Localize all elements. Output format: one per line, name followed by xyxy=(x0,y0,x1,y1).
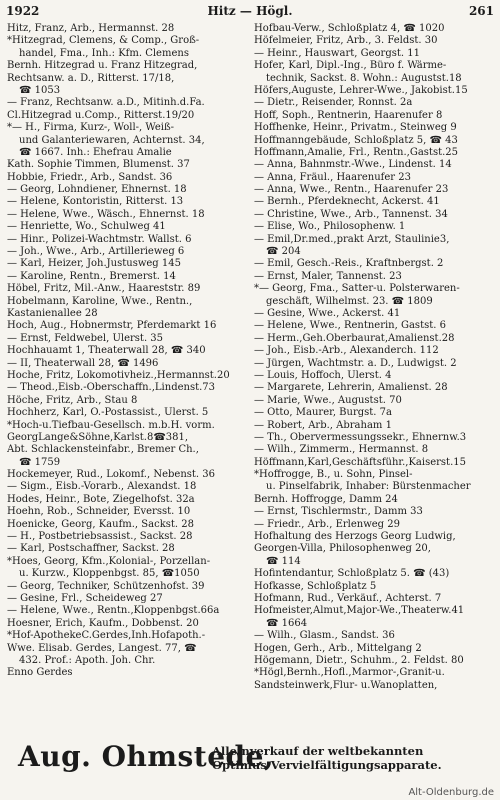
directory-entry-line: Hochhauamt 1, Theaterwall 28, ☎ 340 xyxy=(7,345,206,357)
directory-entry-line: — Heinr., Hauswart, Georgst. 11 xyxy=(254,47,420,59)
directory-entry-line: und Galanteriewaren, Achternst. 34, xyxy=(19,134,205,146)
directory-entry-line: Hoffmann,Amalie, Frl., Rentn.,Gastst.25 xyxy=(254,146,458,158)
advertisement xyxy=(0,736,500,786)
directory-entry-line: Hogen, Gerh., Arb., Mittelgang 2 xyxy=(254,642,422,654)
directory-entry-line: Georgen-Villa, Philosophenweg 20, xyxy=(254,543,431,555)
directory-entry-line: — Herm.,Geh.Oberbaurat,Amalienst.28 xyxy=(254,332,455,344)
directory-entry-line: — Henriette, Wo., Schulweg 41 xyxy=(7,221,166,233)
directory-entry-line: Wwe. Elisab. Gerdes, Langest. 77, ☎ xyxy=(7,642,197,654)
directory-entry-line: — Georg, Lohndiener, Ehnernst. 18 xyxy=(7,184,187,196)
directory-entry-line: ☎ 1664 xyxy=(266,617,308,629)
directory-entry-line: — Emil, Gesch.-Reis., Kraftnbergst. 2 xyxy=(254,258,444,270)
directory-entry-line: — Bernh., Pferdeknecht, Ackerst. 41 xyxy=(254,196,440,208)
directory-entry-line: geschäft, Wilhelmst. 23. ☎ 1809 xyxy=(266,295,433,307)
page-number: 261 xyxy=(468,4,494,18)
directory-entry-line: — H., Postbetriebsassist., Sackst. 28 xyxy=(7,531,193,543)
directory-entry-line: Hofintendantur, Schloßplatz 5. ☎ (43) xyxy=(254,568,450,580)
directory-entry-line: — Anna, Fräul., Haarenufer 23 xyxy=(254,171,411,183)
directory-entry-line: — Dietr., Reisender, Ronnst. 2a xyxy=(254,97,413,109)
directory-entry-line: 432. Prof.: Apoth. Joh. Chr. xyxy=(19,654,156,666)
directory-entry-line: — Otto, Maurer, Burgst. 7a xyxy=(254,407,392,419)
directory-entry-line: — Sigm., Eisb.-Vorarb., Alexandst. 18 xyxy=(7,481,197,493)
directory-entry-line: Hobbie, Friedr., Arb., Sandst. 36 xyxy=(7,171,173,183)
directory-entry-line: ☎ 1667. Inh.: Ehefrau Amalie xyxy=(19,146,172,158)
directory-entry-line: — Gesine, Frl., Scheideweg 27 xyxy=(7,592,163,604)
directory-entry-line: Hofer, Karl, Dipl.-Ing., Büro f. Wärme- xyxy=(254,60,447,72)
directory-entry-line: — Friedr., Arb., Erlenweg 29 xyxy=(254,518,400,530)
directory-entry-line: Hoffmanngebäude, Schloßplatz 5, ☎ 43 xyxy=(254,134,458,146)
directory-entry-line: — Elise, Wo., Philosophenw. 1 xyxy=(254,221,406,233)
directory-entry-line: — II, Theaterwall 28, ☎ 1496 xyxy=(7,357,159,369)
directory-entry-line: Hoesner, Erich, Kaufm., Dobbenst. 20 xyxy=(7,617,199,629)
directory-entry-line: — Anna, Wwe., Rentn., Haarenufer 23 xyxy=(254,184,449,196)
directory-entry-line: — Christine, Wwe., Arb., Tannenst. 34 xyxy=(254,208,448,220)
directory-entry-line: *Hoes, Georg, Kfm.,Kolonial-, Porzellan- xyxy=(7,555,211,567)
directory-entry-line: — Wilh., Glasm., Sandst. 36 xyxy=(254,630,395,642)
directory-entry-line: *Hitzegrad, Clemens, & Comp., Groß- xyxy=(7,35,200,47)
directory-entry-line: Enno Gerdes xyxy=(7,667,73,679)
directory-entry-line: — Wilh., Zimmerm., Hermannst. 8 xyxy=(254,444,429,456)
directory-entry-line: — Ernst, Maler, Tannenst. 23 xyxy=(254,270,402,282)
directory-entry-line: — Franz, Rechtsanw. a.D., Mitinh.d.Fa. xyxy=(7,97,205,109)
directory-entry-line: Hofmann, Rud., Verkäuf., Achterst. 7 xyxy=(254,592,442,604)
directory-entry-line: — Georg, Techniker, Schützenhofst. 39 xyxy=(7,580,205,592)
directory-entry-line: — Karoline, Rentn., Bremerst. 14 xyxy=(7,270,176,282)
directory-entry-line: Högemann, Dietr., Schuhm., 2. Feldst. 80 xyxy=(254,654,464,666)
directory-entry-line: Kastanienallee 28 xyxy=(7,307,98,319)
right-column xyxy=(254,23,494,731)
directory-entry-line: Höbel, Fritz, Mil.-Anw., Haareststr. 89 xyxy=(7,283,201,295)
directory-entry-line: GeorgLange&Söhne,Karlst.8☎381, xyxy=(7,431,189,443)
year: 1922 xyxy=(6,4,40,18)
ad-line-2: Optimus Vervielfältigungsapparate. xyxy=(212,758,442,772)
directory-entry-line: technik, Sackst. 8. Wohn.: Augustst.18 xyxy=(266,72,462,84)
directory-entry-line: — Marie, Wwe., Augustst. 70 xyxy=(254,394,402,406)
left-column xyxy=(7,23,247,731)
directory-entry-line: Hoffhenke, Heinr., Privatm., Steinweg 9 xyxy=(254,122,457,134)
directory-entry-line: Hitz, Franz, Arb., Hermannst. 28 xyxy=(7,23,175,34)
directory-entry-line: Bernh. Hitzegrad u. Franz Hitzegrad, xyxy=(7,60,198,72)
directory-entry-line: u. Kurzw., Kloppenbgst. 85, ☎1050 xyxy=(19,568,200,580)
directory-entry-line: *— Georg, Fma., Satter-u. Polsterwaren- xyxy=(254,283,460,295)
directory-entry-line: Sandsteinwerk,Flur- u.Wanoplatten, xyxy=(254,679,438,691)
directory-entry-line: Hochherz, Karl, O.-Postassist., Ulerst. 5 xyxy=(7,407,209,419)
directory-entry-line: Hofkasse, Schloßplatz 5 xyxy=(254,580,377,592)
directory-entry-line: — Helene, Wwe., Wäsch., Ehnernst. 18 xyxy=(7,208,205,220)
page-header xyxy=(0,4,500,20)
directory-entry-line: — Emil,Dr.med.,prakt Arzt, Staulinie3, xyxy=(254,233,450,245)
directory-entry-line: — Robert, Arb., Abraham 1 xyxy=(254,419,392,431)
directory-entry-line: — Helene, Wwe., Rentn.,Kloppenbgst.66a xyxy=(7,605,220,617)
directory-entry-line: — Helene, Wwe., Rentnerin, Gastst. 6 xyxy=(254,320,446,332)
directory-entry-line: ☎ 1053 xyxy=(19,84,61,96)
directory-entry-line: ☎ 114 xyxy=(266,555,301,567)
directory-entry-line: Höffmann,Karl,Geschäftsführ.,Kaiserst.15 xyxy=(254,456,466,468)
directory-entry-line: — Louis, Hoffoch, Ulerst. 4 xyxy=(254,369,392,381)
directory-entry-line: Hoch, Aug., Hobnermstr, Pferdemarkt 16 xyxy=(7,320,217,332)
directory-entry-line: ☎ 1759 xyxy=(19,456,61,468)
directory-entry-line: — Th., Obervermessungssekr., Ehnernw.3 xyxy=(254,431,467,443)
directory-entry-line: Höfelmeier, Fritz, Arb., 3. Feldst. 30 xyxy=(254,35,438,47)
directory-entry-line: Abt. Schlackensteinfabr., Bremer Ch., xyxy=(7,444,199,456)
directory-entry-line: — Anna, Bahnmstr.-Wwe., Lindenst. 14 xyxy=(254,159,452,171)
directory-entry-line: Hoff, Soph., Rentnerin, Haarenufer 8 xyxy=(254,109,443,121)
directory-entry-line: — Joh., Wwe., Arb., Artillerieweg 6 xyxy=(7,246,185,258)
directory-entry-line: — Joh., Eisb.-Arb., Alexanderch. 112 xyxy=(254,345,439,357)
directory-entry-line: Hoehn, Rob., Schneider, Eversst. 10 xyxy=(7,506,191,518)
directory-entry-line: — Karl, Postschaffner, Sackst. 28 xyxy=(7,543,175,555)
ad-line-1: Alleinverkauf der weltbekannten xyxy=(212,744,424,758)
directory-entry-line: — Hinr., Polizei-Wachtmstr. Wallst. 6 xyxy=(7,233,192,245)
directory-entry-line: — Theod.,Eisb.-Oberschaffn.,Lindenst.73 xyxy=(7,382,216,394)
watermark: Alt-Oldenburg.de xyxy=(408,787,494,798)
directory-entry-line: Höfers,Auguste, Lehrer-Wwe., Jakobist.15 xyxy=(254,84,468,96)
directory-entry-line: — Margarete, Lehrerin, Amalienst. 28 xyxy=(254,382,448,394)
directory-entry-line: Hockemeyer, Rud., Lokomf., Nebenst. 36 xyxy=(7,469,215,481)
directory-entry-line: — Helene, Kontoristin, Ritterst. 13 xyxy=(7,196,184,208)
directory-entry-line: Bernh. Hoffrogge, Damm 24 xyxy=(254,493,398,505)
directory-entry-line: *Hoffrogge, B., u. Sohn, Pinsel- xyxy=(254,469,413,481)
directory-entry-line: Cl.Hitzegrad u.Comp., Ritterst.19/20 xyxy=(7,109,195,121)
directory-entry-line: Rechtsanw. a. D., Ritterst. 17/18, xyxy=(7,72,175,84)
directory-entry-line: Hodes, Heinr., Bote, Ziegelhofst. 32a xyxy=(7,493,195,505)
directory-entry-line: Hobelmann, Karoline, Wwe., Rentn., xyxy=(7,295,193,307)
directory-entry-line: handel, Fma., Inh.: Kfm. Clemens xyxy=(19,47,189,59)
directory-entry-line: *Hof-ApothekeC.Gerdes,Inh.Hofapoth.- xyxy=(7,630,206,642)
directory-entry-line: Kath. Sophie Timmen, Blumenst. 37 xyxy=(7,159,190,171)
directory-entry-line: — Jürgen, Wachtmstr. a. D., Ludwigst. 2 xyxy=(254,357,457,369)
directory-entry-line: ☎ 204 xyxy=(266,246,301,258)
directory-entry-line: *— H., Firma, Kurz-, Woll-, Weiß- xyxy=(7,122,175,134)
directory-entry-line: Höche, Fritz, Arb., Stau 8 xyxy=(7,394,138,406)
directory-entry-line: Hofhaltung des Herzogs Georg Ludwig, xyxy=(254,531,456,543)
directory-entry-line: Hofmeister,Almut,Major-We.,Theaterw.41 xyxy=(254,605,465,617)
directory-entry-line: — Ernst, Feldwebel, Ulerst. 35 xyxy=(7,332,164,344)
directory-entry-line: *Hoch-u.Tiefbau-Gesellsch. m.b.H. vorm. xyxy=(7,419,215,431)
directory-entry-line: — Karl, Heizer, Joh.Justusweg 145 xyxy=(7,258,181,270)
page-title: Hitz — Högl. xyxy=(207,4,293,18)
ad-company-name: Aug. Ohmstede, xyxy=(18,740,275,773)
directory-entry-line: — Gesine, Wwe., Ackerst. 41 xyxy=(254,307,401,319)
directory-entry-line: *Högl,Bernh.,Hofl.,Marmor-,Granit-u. xyxy=(254,667,445,679)
directory-entry-line: Hoenicke, Georg, Kaufm., Sackst. 28 xyxy=(7,518,194,530)
directory-entry-line: Hoche, Fritz, Lokomotivheiz.,Hermannst.20 xyxy=(7,369,230,381)
directory-entry-line: — Ernst, Tischlermstr., Damm 33 xyxy=(254,506,423,518)
directory-entry-line: Hofbau-Verw., Schloßplatz 4, ☎ 1020 xyxy=(254,23,445,34)
directory-entry-line: u. Pinselfabrik, Inhaber: Bürstenmacher xyxy=(266,481,471,493)
